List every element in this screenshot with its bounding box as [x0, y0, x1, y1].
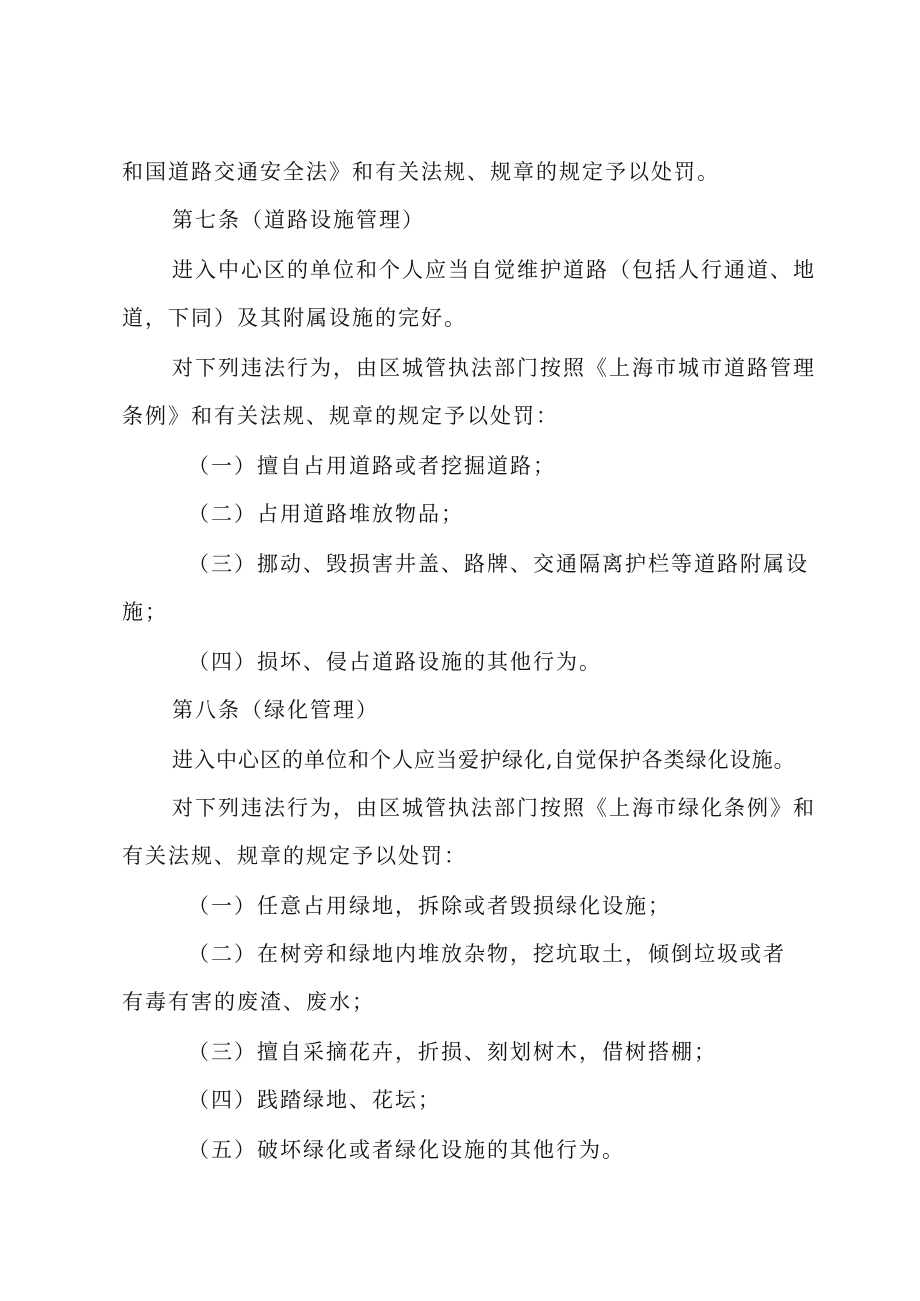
article-8-item-5: （五）破坏绿化或者绿化设施的其他行为。: [188, 1138, 625, 1162]
article-7-item-4: （四）损坏、侵占道路设施的其他行为。: [188, 650, 602, 674]
article-7-item-2: （二）占用道路堆放物品；: [188, 502, 464, 526]
article-7-item-3-line-2: 施；: [122, 600, 168, 624]
article-8-item-4: （四）践踏绿地、花坛；: [188, 1088, 441, 1112]
article-7-heading: 第七条（道路设施管理）: [172, 208, 425, 232]
article-7-item-3-line-1: （三）挪动、毁损害井盖、路牌、交通隔离护栏等道路附属设: [188, 552, 809, 576]
article-8-paragraph-2-line-2: 有关法规、规章的规定予以处罚：: [122, 844, 467, 868]
article-8-item-2-line-1: （二）在树旁和绿地内堆放杂物，挖坑取土，倾倒垃圾或者: [188, 942, 786, 966]
text-line-continuation: 和国道路交通安全法》和有关法规、规章的规定予以处罚。: [122, 160, 720, 184]
article-7-paragraph-1-line-1: 进入中心区的单位和个人应当自觉维护道路（包括人行通道、地: [172, 258, 816, 282]
article-8-item-2-line-2: 有毒有害的废渣、废水；: [122, 990, 375, 1014]
article-7-paragraph-2-line-1: 对下列违法行为，由区城管执法部门按照《上海市城市道路管理: [172, 356, 816, 380]
article-8-item-1: （一）任意占用绿地，拆除或者毁损绿化设施；: [188, 894, 671, 918]
article-8-heading: 第八条（绿化管理）: [172, 698, 379, 722]
article-7-item-1: （一）擅自占用道路或者挖掘道路；: [188, 454, 556, 478]
article-8-paragraph-2-line-1: 对下列违法行为，由区城管执法部门按照《上海市绿化条例》和: [172, 796, 816, 820]
article-7-paragraph-1-line-2: 道，下同）及其附属设施的完好。: [122, 306, 467, 330]
article-7-paragraph-2-line-2: 条例》和有关法规、规章的规定予以处罚：: [122, 404, 559, 428]
article-8-paragraph-1: 进入中心区的单位和个人应当爱护绿化,自觉保护各类绿化设施。: [172, 748, 796, 772]
article-8-item-3: （三）擅自采摘花卉，折损、刻划树木，借树搭棚；: [188, 1040, 717, 1064]
